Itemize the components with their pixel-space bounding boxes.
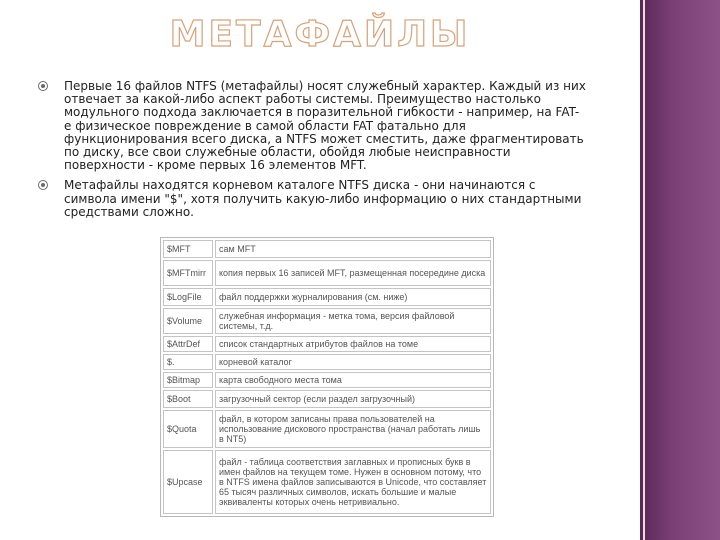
metafile-name: $LogFile [163, 288, 213, 306]
metafile-description: карта свободного места тома [215, 372, 491, 388]
metafile-description: загрузочный сектор (если раздел загрузочный) [215, 390, 491, 408]
table-row [163, 336, 491, 352]
table-row [163, 354, 491, 370]
bullet-icon [38, 180, 48, 190]
bullet-item [38, 179, 586, 219]
metafile-name: $Bitmap [163, 372, 213, 388]
table-row [163, 240, 491, 258]
metafile-description: файл - таблица соответствия заглавных и прописных букв в имен файлов на текущем томе. Нужен в основном потому, что в NTFS имена файлов записываются в Unicode, что составляет 65 тысяч различных символов, искать большие и малые эквиваленты которых очень нетривиально. [215, 450, 491, 514]
bullet-item [38, 80, 586, 172]
metafiles-table [160, 237, 494, 517]
metafile-name: $MFTmirr [163, 260, 213, 286]
metafile-description: список стандартных атрибутов файлов на томе [215, 336, 491, 352]
table-row [163, 288, 491, 306]
side-decor-line [643, 0, 645, 540]
table-row [163, 260, 491, 286]
metafile-name: $Quota [163, 410, 213, 448]
slide-title: МЕТАФАЙЛЫ [169, 14, 471, 55]
metafile-description: сам MFT [215, 240, 491, 258]
table-row [163, 410, 491, 448]
metafile-description: копия первых 16 записей MFT, размещенная посередине диска [215, 260, 491, 286]
bullet-text: Первые 16 файлов NTFS (метафайлы) носят служебный характер. Каждый из них отвечает за какой-либо аспект работы системы. Преимущество настолько модульного подхода заключается в поразительной гибкости - например, на FAT-е физическое повреждение в самой области FAT фатально для функционирования всего диска, а NTFS может сместить, даже фрагментировать по диску, все свои служебные области, обойдя любые неисправности поверхности - кроме первых 16 элементов MFT. [64, 79, 586, 173]
metafile-name: $AttrDef [163, 336, 213, 352]
metafile-name: $Upcase [163, 450, 213, 514]
metafile-description: файл, в котором записаны права пользователей на использование дискового пространства (начал работать лишь в NT5) [215, 410, 491, 448]
metafile-name: $Boot [163, 390, 213, 408]
bullet-text: Метафайлы находятся корневом каталоге NTFS диска - они начинаются с символа имени "$", хотя получить какую-либо информацию о них стандартными средствами сложно. [64, 178, 582, 219]
side-decor-band [640, 0, 720, 540]
table-row [163, 372, 491, 388]
bullet-list [38, 80, 586, 226]
metafile-name: $Volume [163, 308, 213, 334]
metafile-description: корневой каталог [215, 354, 491, 370]
metafile-name: $MFT [163, 240, 213, 258]
table-row [163, 308, 491, 334]
metafile-name: $. [163, 354, 213, 370]
metafile-description: служебная информация - метка тома, версия файловой системы, т.д. [215, 308, 491, 334]
table-row [163, 450, 491, 514]
metafile-description: файл поддержки журналирования (см. ниже) [215, 288, 491, 306]
bullet-icon [38, 81, 48, 91]
table-row [163, 390, 491, 408]
